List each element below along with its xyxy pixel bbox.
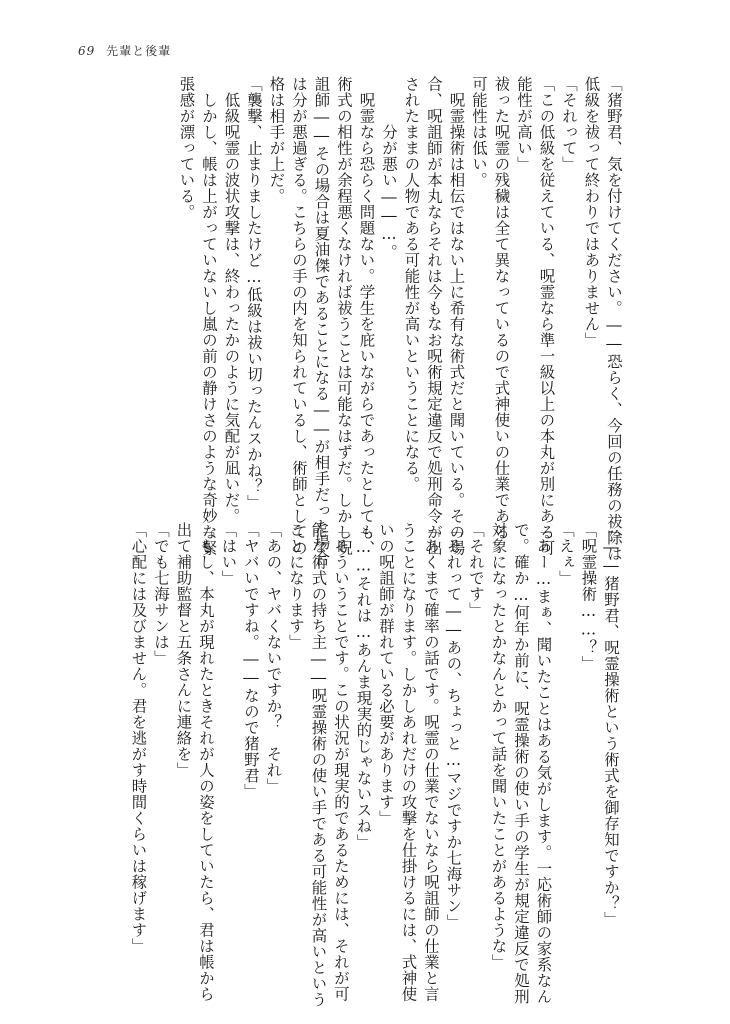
lower-text-block	[129, 522, 622, 1008]
text-line: 「……それは…あんま現実的じゃないスね」	[354, 522, 373, 850]
text-line: 低級を祓って終わりではありません」	[582, 76, 601, 348]
text-line: 格は相手が上だ。	[267, 76, 286, 204]
text-line: 低級呪霊の波状攻撃は、終わったかのように気配が凪いだ。	[222, 76, 241, 524]
text-line: 「猪野君、気を付けてください。――恐らく、今回の任務の祓除は	[605, 76, 623, 562]
text-line: 呪霊操術は相伝ではない上に希有な術式だと聞いている。その場	[447, 76, 466, 556]
text-line: しかし、帳は上がっていないし嵐の前の静けさのような奇妙な緊	[200, 76, 218, 556]
text-line: 「はい」	[219, 522, 238, 586]
text-line: 「それって――あの、ちょっと…マジですか七海サン」	[444, 522, 463, 930]
text-line: いの呪詛師が群れている必要があります」	[377, 522, 395, 826]
text-line: 呪霊なら恐らく問題ない。学生を庇いながらであったとしても、	[357, 76, 376, 556]
text-line: 「そういうことです。この状況が現実的であるためには、それが可	[332, 522, 350, 1002]
text-line: 「この低級を従えている、呪霊なら準一級以上の本丸が別にある可	[537, 76, 556, 556]
page-header	[78, 42, 171, 59]
text-line: 「心配には及びません。君を逃がす時間くらいは稼げます」	[129, 522, 148, 954]
text-line: 「あー…まぁ、聞いたことはある気がします。一応術師の家系なん	[534, 522, 553, 1005]
text-line: されたままの人物である可能性が高いということになる。	[402, 76, 421, 492]
text-line: 詛師――その場合は夏油傑であることになる――が相手だった場合	[312, 76, 331, 567]
text-line: 能な術式の持ち主――呪霊操術の使い手である可能性が高いという	[309, 522, 328, 1008]
text-line: 「でも七海サンは」	[152, 522, 170, 666]
text-line: ことになります」	[287, 522, 305, 650]
text-line: 祓った呪霊の残穢は全て異なっているので式神使いの仕業である	[492, 76, 511, 540]
text-line: うことになります。しかしあれだけの攻撃を仕掛けるには、式神使	[399, 522, 418, 1002]
text-line: 術式の相性が余程悪くなければ祓うことは可能なはずだ。しかし呪	[335, 76, 353, 556]
text-line: 「それです」	[467, 522, 485, 618]
page-number: 69	[78, 44, 96, 58]
text-line: 張感が漂っている。	[177, 76, 196, 220]
text-line: 「あの、ヤバくないですか？ それ」	[264, 522, 283, 794]
text-line: は分が悪過ぎる。こちらの手の内を知られているし、術師としての	[290, 76, 308, 556]
text-line: 「ヤバいですね。――なので猪野君」	[242, 522, 260, 800]
text-line: 能性が高い」	[515, 76, 533, 172]
text-line: で。確か…何年か前に、呪霊操術の使い手の学生が規定違反で処刑	[512, 522, 530, 1005]
text-line: 「それって」	[560, 76, 578, 172]
chapter-title: 先輩と後輩	[106, 44, 172, 58]
text-line: 分が悪い――…。	[380, 76, 398, 260]
text-line: 合、呪詛師が本丸ならそれは今もなお呪術規定違反で処刑命令が出	[425, 76, 443, 556]
text-line: 出て補助監督と五条さんに連絡を」	[174, 522, 193, 778]
text-line: 対象になったとかなんとかって話を聞いたことがあるような」	[489, 522, 508, 970]
text-line: 「えぇ」	[557, 522, 575, 586]
text-line: 「――猪野君、呪霊操術という術式を御存知ですか？」	[602, 522, 620, 928]
text-line: 「もし、本丸が現れたときそれが人の姿をしていたら、君は帳から	[197, 522, 215, 1002]
text-line: 可能性は低い。	[470, 76, 488, 188]
text-line: 「あくまで確率の話です。呪霊の仕業でないなら呪詛師の仕業と言	[422, 522, 440, 1002]
text-line: 「呪霊操術……？」	[579, 522, 598, 672]
text-line: 「襲撃、止まりましたけど…低級は祓い切ったんスかね？」	[245, 76, 263, 511]
